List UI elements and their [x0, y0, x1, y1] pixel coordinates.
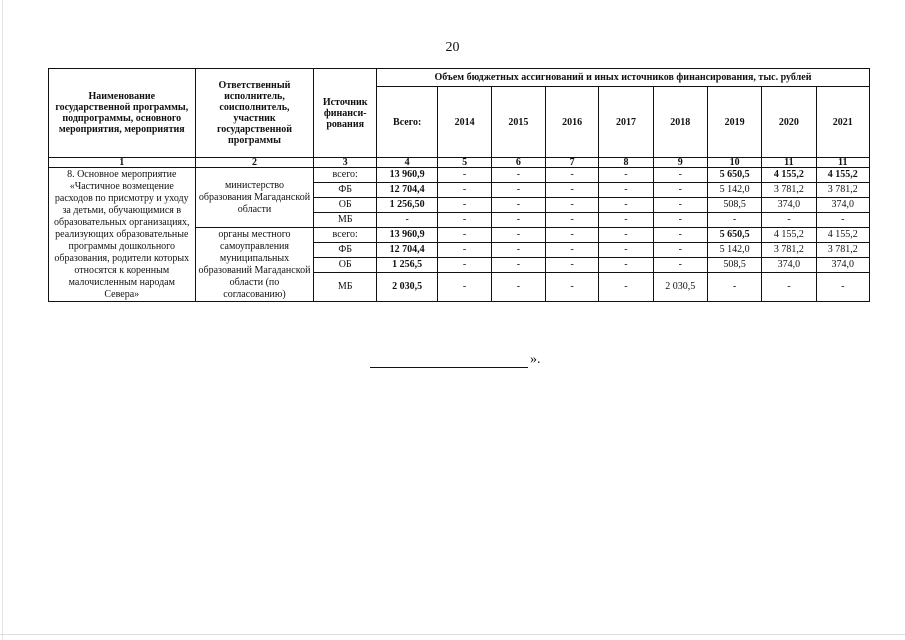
year-cell: -: [599, 258, 653, 273]
header-funding-group: Объем бюджетных ассигнований и иных источников финансирования, тыс. рублей: [376, 69, 869, 87]
year-cell: -: [438, 273, 491, 302]
year-cell: -: [546, 183, 599, 198]
source-cell: всего:: [314, 228, 377, 243]
column-number: 5: [438, 158, 491, 168]
column-number: 2: [195, 158, 314, 168]
measure-name-cell: 8. Основное мероприятие «Частичное возмещение расходов по присмотру и уходу за детьми, обучающимися в образовательных организациях, реализующих образовательные программы дошкольного образования, родители которых относятся к коренным малочисленным народам Севера»: [49, 168, 196, 302]
year-cell: 374,0: [762, 198, 816, 213]
column-number: 11: [762, 158, 816, 168]
year-cell: -: [491, 273, 545, 302]
year-cell: -: [599, 213, 653, 228]
column-number: 6: [491, 158, 545, 168]
table-row: [49, 168, 870, 183]
total-cell: -: [376, 213, 437, 228]
year-cell: 5 650,5: [707, 228, 761, 243]
scan-edge-left: [2, 0, 3, 640]
column-number: 8: [599, 158, 653, 168]
year-cell: 374,0: [816, 258, 869, 273]
scan-edge-bottom: [0, 634, 905, 635]
header-year-2014: 2014: [438, 87, 491, 158]
source-cell: ФБ: [314, 243, 377, 258]
source-cell: ОБ: [314, 198, 377, 213]
header-year-2015: 2015: [491, 87, 545, 158]
column-number-row: [49, 158, 870, 168]
column-number: 9: [653, 158, 707, 168]
year-cell: -: [438, 183, 491, 198]
year-cell: -: [816, 213, 869, 228]
year-cell: -: [599, 273, 653, 302]
year-cell: -: [491, 243, 545, 258]
year-cell: -: [491, 198, 545, 213]
year-cell: -: [653, 198, 707, 213]
header-name: Наименование государственной программы, подпрограммы, основного мероприятия, мероприятия: [49, 69, 196, 158]
year-cell: -: [762, 273, 816, 302]
responsible-cell: министерство образования Магаданской области: [195, 168, 314, 228]
year-cell: -: [599, 228, 653, 243]
year-cell: 4 155,2: [816, 168, 869, 183]
year-cell: -: [546, 243, 599, 258]
year-cell: -: [438, 228, 491, 243]
year-cell: -: [491, 213, 545, 228]
column-number: 3: [314, 158, 377, 168]
source-cell: всего:: [314, 168, 377, 183]
year-cell: 508,5: [707, 258, 761, 273]
year-cell: -: [599, 183, 653, 198]
header-year-2020: 2020: [762, 87, 816, 158]
header-source: Источник финанси-рования: [314, 69, 377, 158]
year-cell: -: [438, 213, 491, 228]
year-cell: -: [762, 213, 816, 228]
header-total: Всего:: [376, 87, 437, 158]
year-cell: -: [438, 243, 491, 258]
year-cell: 5 142,0: [707, 183, 761, 198]
header-year-2017: 2017: [599, 87, 653, 158]
year-cell: -: [438, 168, 491, 183]
year-cell: 3 781,2: [816, 183, 869, 198]
year-cell: 508,5: [707, 198, 761, 213]
closing-underline: [370, 354, 528, 368]
header-year-2019: 2019: [707, 87, 761, 158]
total-cell: 1 256,50: [376, 198, 437, 213]
source-cell: ФБ: [314, 183, 377, 198]
year-cell: -: [653, 258, 707, 273]
year-cell: -: [816, 273, 869, 302]
source-cell: ОБ: [314, 258, 377, 273]
year-cell: -: [546, 168, 599, 183]
year-cell: -: [707, 213, 761, 228]
year-cell: 4 155,2: [816, 228, 869, 243]
year-cell: 5 650,5: [707, 168, 761, 183]
total-cell: 2 030,5: [376, 273, 437, 302]
year-cell: -: [491, 183, 545, 198]
year-cell: -: [546, 258, 599, 273]
year-cell: -: [491, 228, 545, 243]
year-cell: 2 030,5: [653, 273, 707, 302]
year-cell: -: [438, 198, 491, 213]
year-cell: -: [546, 198, 599, 213]
year-cell: -: [546, 273, 599, 302]
year-cell: 374,0: [816, 198, 869, 213]
year-cell: -: [546, 228, 599, 243]
year-cell: 3 781,2: [816, 243, 869, 258]
year-cell: 4 155,2: [762, 228, 816, 243]
total-cell: 13 960,9: [376, 168, 437, 183]
year-cell: 374,0: [762, 258, 816, 273]
year-cell: -: [599, 168, 653, 183]
year-cell: -: [707, 273, 761, 302]
year-cell: -: [599, 243, 653, 258]
year-cell: -: [653, 228, 707, 243]
total-cell: 1 256,5: [376, 258, 437, 273]
column-number: 10: [707, 158, 761, 168]
source-cell: МБ: [314, 273, 377, 302]
page-number: 20: [445, 40, 460, 55]
year-cell: -: [653, 168, 707, 183]
header-year-2021: 2021: [816, 87, 869, 158]
year-cell: -: [653, 183, 707, 198]
column-number: 11: [816, 158, 869, 168]
year-cell: -: [653, 243, 707, 258]
header-year-2018: 2018: [653, 87, 707, 158]
total-cell: 12 704,4: [376, 183, 437, 198]
year-cell: -: [491, 258, 545, 273]
year-cell: -: [546, 213, 599, 228]
year-cell: 3 781,2: [762, 243, 816, 258]
total-cell: 12 704,4: [376, 243, 437, 258]
header-responsible: Ответственный исполнитель, соисполнитель, участник государственной программы: [195, 69, 314, 158]
total-cell: 13 960,9: [376, 228, 437, 243]
year-cell: 4 155,2: [762, 168, 816, 183]
responsible-cell: органы местного самоуправления муниципальных образований Магаданской области (по согласованию): [195, 228, 314, 302]
column-number: 1: [49, 158, 196, 168]
source-cell: МБ: [314, 213, 377, 228]
year-cell: -: [491, 168, 545, 183]
year-cell: 3 781,2: [762, 183, 816, 198]
closing-mark: [370, 352, 541, 368]
column-number: 7: [546, 158, 599, 168]
header-row-1: [49, 69, 870, 87]
closing-quote: ».: [530, 352, 541, 367]
year-cell: 5 142,0: [707, 243, 761, 258]
header-year-2016: 2016: [546, 87, 599, 158]
budget-table: [48, 68, 870, 302]
year-cell: -: [438, 258, 491, 273]
year-cell: -: [653, 213, 707, 228]
year-cell: -: [599, 198, 653, 213]
column-number: 4: [376, 158, 437, 168]
